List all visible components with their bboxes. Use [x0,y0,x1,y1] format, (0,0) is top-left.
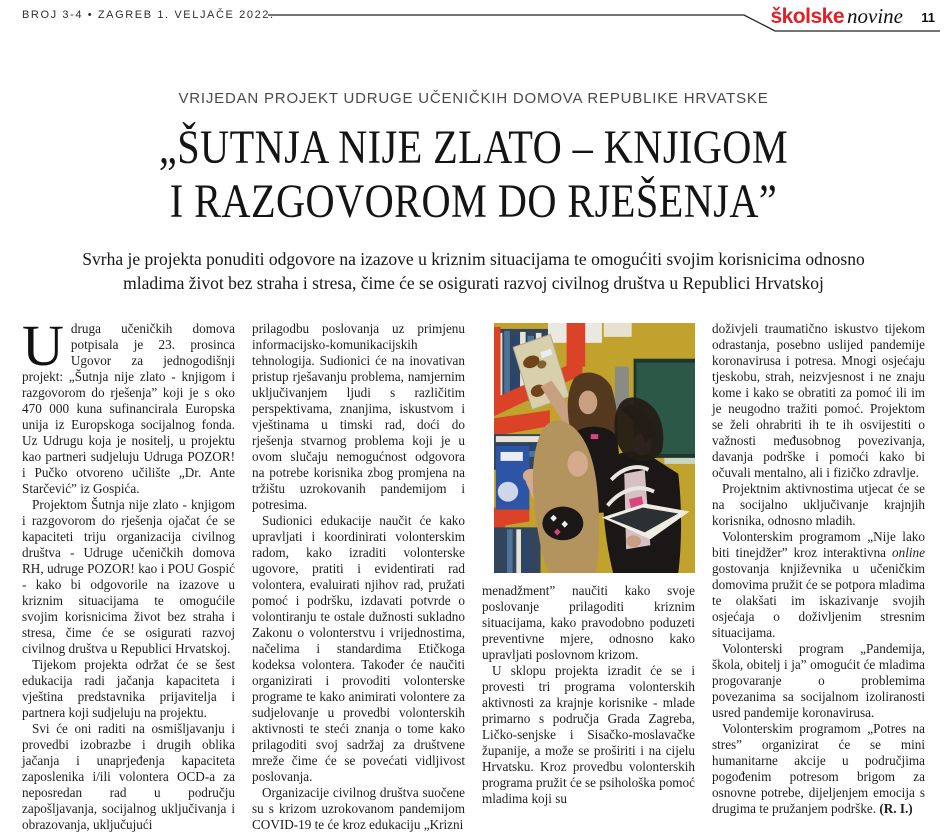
italic-word-online: online [892,545,925,560]
logo-novine: novine [847,4,903,28]
body-paragraph: Volonterskim programom „Nije lako biti tinejdžer” kroz interaktivna online gostovanja književnika u učeničkim domovima pružit će se potpora mladima te olakšati im iskazivanje svojih osjećaja o doživljenim stresnim situacijama. [712,529,925,640]
article-headline [76,121,871,229]
column-2 [252,321,465,833]
drop-cap: U [22,313,64,378]
logo-skolske: školske [770,5,845,28]
column-4 [712,321,925,833]
body-paragraph: prilagodbu poslovanja uz primjenu informacijsko-komunikacijskih tehnologija. Sudionici će na inovativan pristup rješavanju problema, namjernim uključivanjem ljudi s različitim perspektivama, znanjima, iskustvom i vještinama u timski rad, doći do rješenja stvarnog problema koji je u ovom slučaju nemogućnost odgovora na potrebe korisnika zbog promjena na tržištu uzrokovanih pandemijom i potresima. [252,321,465,512]
photo-illustration [494,323,695,573]
body-paragraph: Svi će oni raditi na osmišljavanju i provedbi izobrazbe i drugih oblika jačanja i unaprjeđenja kapaciteta zaposlenika i/ili volontera OCD-a za neposredan rad u području zapošljavanja, socijalnog uključivanja i obrazovanja, uključujući [22,721,235,832]
body-paragraph: Tijekom projekta održat će se šest edukacija radi jačanja kapaciteta i vještina predstavnika prijavitelja i partnera koji sudjeluju na projektu. [22,657,235,720]
issue-line: BROJ 3-4 • ZAGREB 1. VELJAČE 2022. [22,9,275,21]
headline-line-1: „ŠUTNJA NIJE ZLATO – KNJIGOM [158,121,789,174]
masthead [0,0,947,40]
author-initials: (R. I.) [879,801,913,816]
newspaper-logo [770,3,903,30]
body-paragraph: Projektom Šutnja nije zlato - knjigom i razgovorom do rješenja ojačat će se kapaciteti triju organizacija civilnog društva - Udruge učeničkih domova RH, udruge POZOR! kao i POU Gospić - kako bi odgovorile na izazove u kriznim situacijama te omogućile svojim korisnicima život bez straha i stresa, čime će se osigurati razvoj civilnog društva u Republici Hrvatskoj. [22,497,235,656]
bookshelf-books-bottom [494,527,541,573]
body-paragraph: U sklopu projekta izradit će se i provesti tri programa volonterskih aktivnosti za krajnje korisnike - mlade primarno s područja Grada Zagreba, Ličko-senjske i Sisačko-moslavačke županije, a može se proširiti i na cijelu Hrvatsku. Kroz provedbu volonterskih programa pružit će se psihološka pomoć mladima koji su [482,663,695,806]
body-paragraph: Udruga učeničkih domova potpisala je 23. prosinca Ugovor za jednogodišnji projekt: „Šutnja nije zlato - knjigom i razgovorom do rješenja” koji je s oko 470 000 kuna sufinancirala Europska unija iz Europskoga socijalnog fonda. Uz Udrugu koja je nositelj, u projektu kao partneri sudjeluju Udruga POZOR! i Pučko otvoreno učilište „Dr. Ante Starčević” iz Gospića. [22,313,235,496]
column-1 [22,313,235,833]
body-paragraph: Organizacije civilnog društva suočene su s krizom uzrokovanom pandemijom COVID-19 te će kroz edukaciju „Krizni [252,785,465,832]
body-paragraph: menadžment” naučiti kako svoje poslovanje prilagoditi kriznim situacijama, kako pravodobno poduzeti preventivne mjere, odnosno kako upravljati poslovnom krizom. [482,583,695,662]
article-deck: Svrha je projekta ponuditi odgovore na izazove u kriznim situacijama te omogućiti svojim korisnicima odnosno mladima život bez straha i stresa, čime će se osigurati razvoj civilnog društva u Republici Hrvatskoj [82,249,865,293]
column-3 [482,321,695,833]
article-body [22,313,925,833]
headline-line-2: I RAZGOVOROM DO RJEŠENJA” [169,175,778,228]
body-paragraph: Volonterskim programom „Potres na stres” organizirat će se mini humanitarne akcije u područjima pogođenim potresom brigom za osnovne potrebe, dijeljenjem emocija s drugima te pružanjem podrške. (R. I.) [712,721,925,816]
page-number: 11 [921,10,935,25]
body-paragraph: Volonterski program „Pandemija, škola, obitelj i ja” omogućit će mladima progovaranje o problemima povezanima sa socijalnom izoliranosti usred pandemije koronavirusa. [712,641,925,720]
article-photo [494,323,695,573]
body-paragraph: doživjeli traumatično iskustvo tijekom odrastanja, posebno uslijed pandemije koronavirusa i potresa. Mnogi osjećaju tjeskobu, strah, neizvjesnost i ne znaju kome i kako se obratiti za pomoć ili im je neugodno tražiti pomoć. Projektom se želi ohrabriti ih te ih osvijestiti o važnosti međusobnog povezivanja, davanja podrške i pomoći kako bi očuvali mentalno, ali i fizičko zdravlje. [712,321,925,480]
body-paragraph: Projektnim aktivnostima utjecat će se na socijalno uključivanje krajnjih korisnika, odnosno mladih. [712,481,925,528]
body-paragraph: Sudionici edukacije naučit će kako upravljati i koordinirati volonterskim radom, kako izraditi volonterske ugovore, pratiti i evidentirati rad volontera, evaluirati njihov rad, pružati pomoć i podršku, izdavati potvrde o volontiranju te ostale dužnosti sukladno Zakonu o volonterstvu i vrijednostima, načelima i standardima Etičkoga kodeksa volontera. Također će naučiti organizirati i provoditi volonterske programe te kako animirati volontere za sudjelovanje u provedbi volonterskih aktivnosti te steći znanja o tome kako prilagoditi svoj sadržaj za društvene mreže čime će se povećati vidljivost poslovanja. [252,513,465,784]
article-kicker: VRIJEDAN PROJEKT UDRUGE UČENIČKIH DOMOVA REPUBLIKE HRVATSKE [178,90,769,107]
